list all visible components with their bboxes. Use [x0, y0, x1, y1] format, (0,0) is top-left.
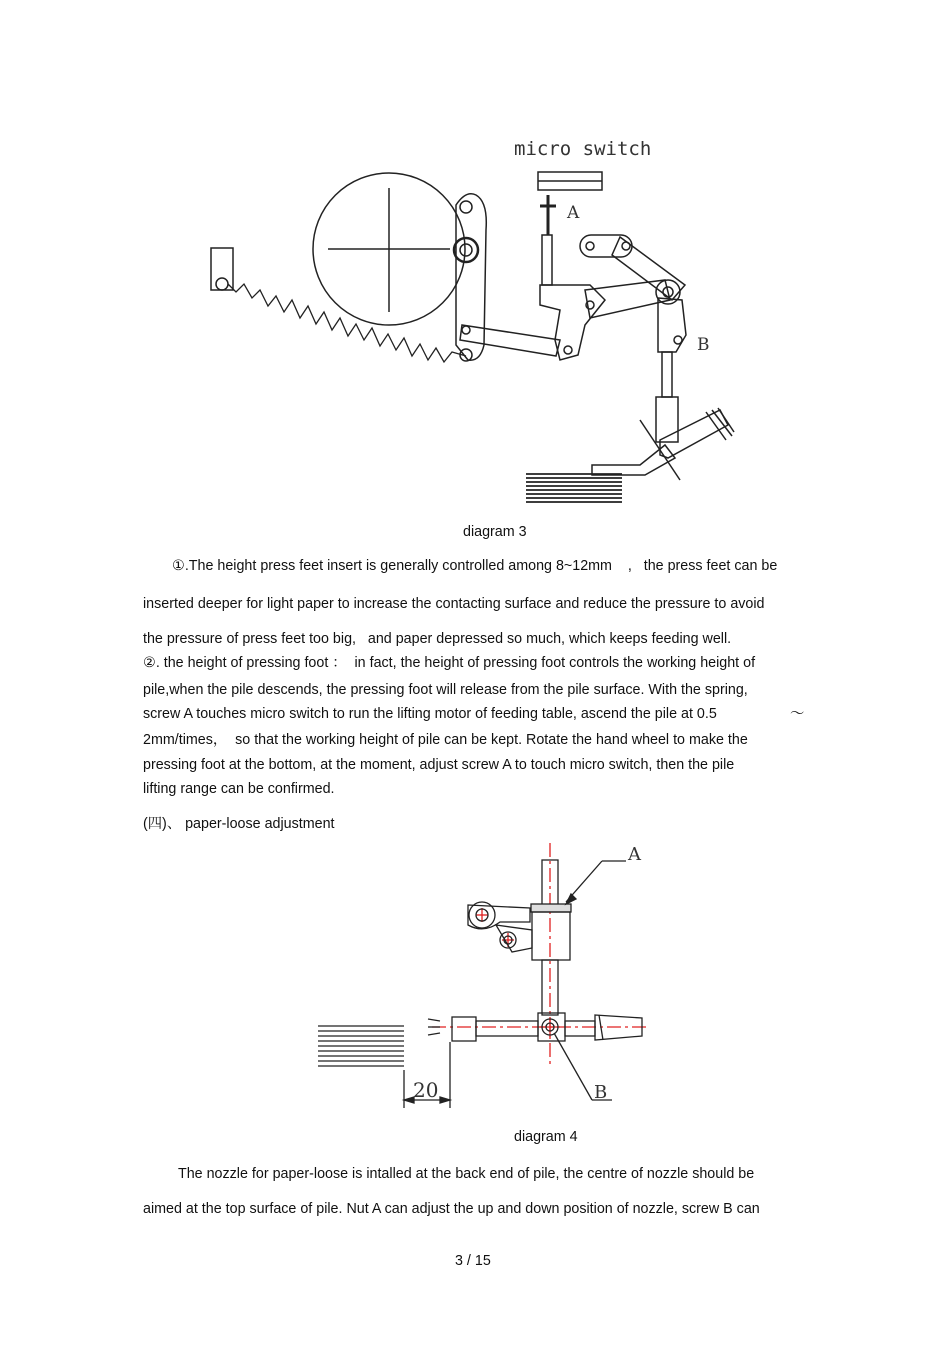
- para2-line1: ②. the height of pressing foot ： in fact, the height of pressing foot controls the working height of: [143, 655, 756, 671]
- nozzle-pipe-horizontal: [452, 1017, 476, 1041]
- para1-line3: the pressure of press feet too big, and paper depressed so much, which keeps feeding well.: [143, 631, 732, 647]
- para3-line1: The nozzle for paper-loose is intalled at the back end of pile, the centre of nozzle should be: [178, 1166, 755, 1182]
- label-b-diagram3: B: [697, 335, 710, 355]
- diagram-4-figure: [0, 830, 950, 1120]
- section-heading: (四)、 paper-loose adjustment: [143, 816, 335, 832]
- diagram-3-caption: diagram 3: [463, 524, 527, 540]
- para1-line1: ①.The height press feet insert is generally controlled among 8~12mm , the press feet can be: [172, 558, 778, 574]
- dimension-20: 20: [413, 1078, 439, 1102]
- page-number: 3 / 15: [455, 1253, 491, 1269]
- para2-line3: screw A touches micro switch to run the lifting motor of feeding table, ascend the pile at 0.5: [143, 706, 717, 722]
- para2-tilde: ～: [790, 706, 805, 722]
- para2-line5: pressing foot at the bottom, at the moment, adjust screw A to touch micro switch, then the pile: [143, 757, 735, 773]
- para1-line2: inserted deeper for light paper to increase the contacting surface and reduce the pressure to avoid: [143, 596, 765, 612]
- paper-pile-diagram3: [526, 474, 622, 502]
- micro-switch-label: micro switch: [514, 138, 652, 160]
- label-b-diagram4: B: [594, 1082, 608, 1103]
- label-a-diagram4: A: [628, 844, 641, 865]
- diagram-4-caption: diagram 4: [514, 1129, 578, 1145]
- para2-line2: pile,when the pile descends, the pressing foot will release from the pile surface. With the spring,: [143, 682, 748, 698]
- para2-line4: 2mm/times， so that the working height of pile can be kept. Rotate the hand wheel to make the: [143, 732, 748, 748]
- spring: [228, 284, 466, 362]
- para2-line6: lifting range can be confirmed.: [143, 781, 335, 797]
- pressing-foot: [592, 445, 675, 475]
- label-a-diagram3: A: [567, 203, 580, 223]
- para3-line2: aimed at the top surface of pile. Nut A can adjust the up and down position of nozzle, screw B can: [143, 1201, 760, 1217]
- diagram-3-figure: [0, 0, 950, 520]
- paper-pile-diagram4: [318, 1026, 404, 1066]
